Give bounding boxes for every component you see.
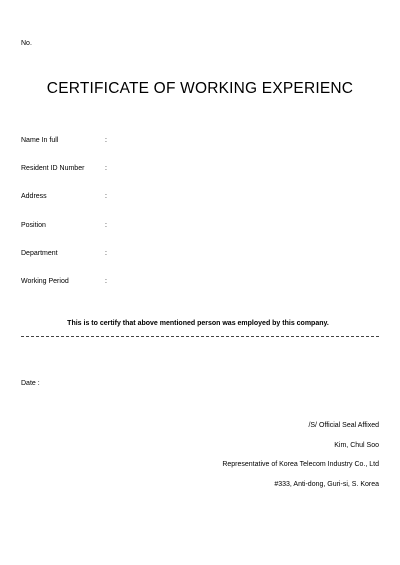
- signatory-title: Representative of Korea Telecom Industry Co., Ltd: [222, 461, 379, 468]
- certificate-fields: [21, 133, 221, 302]
- document-number-label: No.: [21, 40, 32, 47]
- signatory-name: Kim, Chul Soo: [334, 441, 379, 449]
- field-colon: :: [105, 277, 107, 285]
- field-label-name: Name In full: [21, 137, 59, 144]
- field-label-address: Address: [21, 193, 47, 201]
- certification-statement: This is to certify that above mentioned person was employed by this company.: [67, 320, 329, 327]
- official-seal-line: /S/ Official Seal Affixed: [308, 422, 379, 429]
- company-address: #333, Anti-dong, Guri-si, S. Korea: [274, 480, 379, 488]
- dashed-divider: [21, 336, 379, 337]
- field-colon: :: [105, 249, 107, 257]
- field-row-address: [21, 189, 221, 217]
- signature-block: [222, 421, 379, 499]
- field-row-position: [21, 218, 221, 246]
- field-row-working-period: [21, 274, 221, 302]
- field-colon: :: [105, 221, 107, 229]
- field-label-resident-id: Resident ID Number: [21, 165, 85, 173]
- field-label-position: Position: [21, 221, 46, 229]
- field-row-name: [21, 133, 221, 161]
- certificate-title: CERTIFICATE OF WORKING EXPERIENC: [46, 80, 354, 97]
- field-label-working-period: Working Period: [21, 277, 69, 285]
- field-row-resident-id: [21, 161, 221, 189]
- date-label: Date :: [21, 380, 40, 387]
- field-label-department: Department: [21, 249, 58, 257]
- field-colon: :: [105, 165, 107, 173]
- field-colon: :: [105, 137, 107, 144]
- field-colon: :: [105, 193, 107, 201]
- field-row-department: [21, 246, 221, 274]
